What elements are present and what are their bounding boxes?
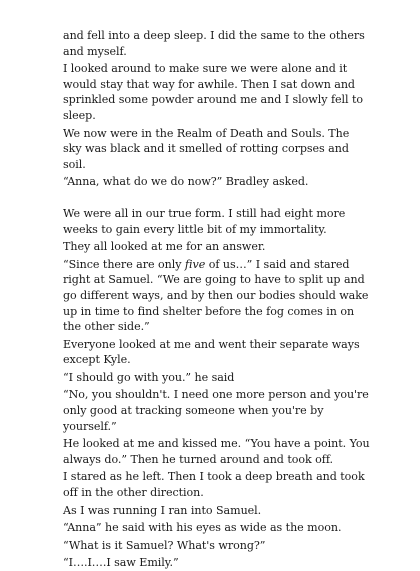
paragraph-7-text-after: of us…” I said and stared right at Samuel. “We are going to have to split up and go different ways, and by then our bodies should wake up in time to find shelter before the fog comes in on the other side.” (63, 257, 369, 334)
paragraph-8: Everyone looked at me and went their separate ways except Kyle. (63, 337, 360, 367)
paragraph-1: and fell into a deep sleep. I did the same to the others and myself. (63, 29, 365, 58)
paragraph-7-emphasis: five (184, 257, 206, 271)
section-gap (63, 192, 370, 206)
paragraph-9: “I should go with you.” he said (63, 370, 235, 384)
paragraph-10: “No, you shouldn't. I need one more person and you're only good at tracking someone when you're by yourself.” (63, 388, 369, 433)
paragraph-15: “What is it Samuel? What's wrong?” (63, 538, 266, 552)
paragraph-4: “Anna, what do we do now?” Bradley asked. (63, 175, 309, 189)
paragraph-14: “Anna” he said with his eyes as wide as the moon. (63, 521, 342, 535)
paragraph-6: They all looked at me for an answer. (63, 240, 266, 254)
paragraph-5: We were all in our true form. I still had eight more weeks to gain every little bit of my immortality. (63, 206, 346, 236)
paragraph-2: I looked around to make sure we were alone and it would stay that way for awhile. Then I sat down and sprinkled some powder around me and I slowly fell to sleep. (63, 62, 364, 122)
paragraph-7-text-before: “Since there are only (63, 257, 185, 271)
paragraph-16: “I….I….I saw Emily.” (63, 556, 179, 570)
paragraph-13: As I was running I ran into Samuel. (63, 503, 262, 517)
paragraph-11: He looked at me and kissed me. “You have a point. You always do.” Then he turned around and took off. (63, 437, 370, 466)
paragraph-7 (63, 257, 370, 335)
paragraph-12: I stared as he left. Then I took a deep breath and took off in the other direction. (63, 470, 365, 500)
paragraph-3: We now were in the Realm of Death and Souls. The sky was black and it smelled of rotting corpses and soil. (63, 126, 350, 171)
